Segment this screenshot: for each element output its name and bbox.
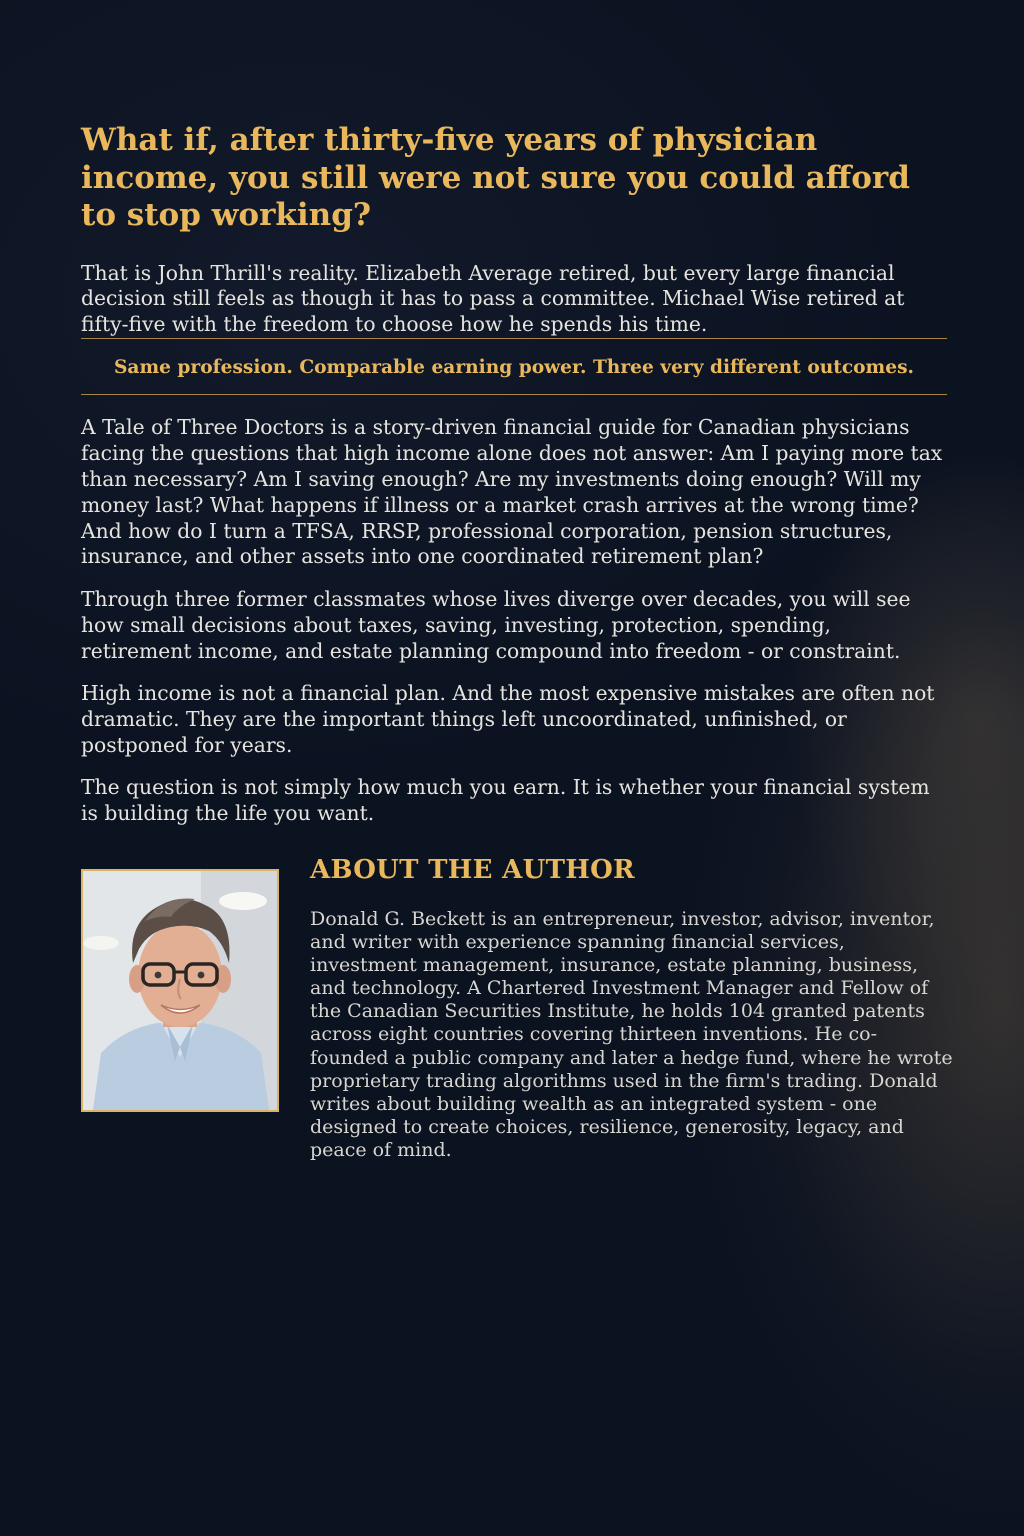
description <box>81 415 947 827</box>
tagline: Same profession. Comparable earning power. Three very different outcomes. <box>113 356 915 378</box>
author-photo <box>81 869 279 1112</box>
description-paragraph: Through three former classmates whose lives diverge over decades, you will see how small decisions about taxes, saving, investing, protection, spending, retirement income, and estate planning compound into freedom - or constraint. <box>81 586 911 663</box>
intro-paragraph: That is John Thrill's reality. Elizabeth Average retired, but every large financial decision still feels as though it has to pass a committee. Michael Wise retired at fifty-five with the freedom to choose how he spends his time. <box>81 260 905 337</box>
description-paragraph: High income is not a financial plan. And the most expensive mistakes are often not dramatic. They are the important things left uncoordinated, unfinished, or postponed for years. <box>81 681 935 757</box>
about-author-heading: ABOUT THE AUTHOR <box>310 854 635 885</box>
about-author-section <box>81 853 953 1183</box>
divider-top <box>81 338 947 339</box>
author-portrait-image <box>83 871 277 1110</box>
description-paragraph: The question is not simply how much you earn. It is whether your financial system is building the life you want. <box>81 775 930 826</box>
headline: What if, after thirty-five years of physician income, you still were not sure you could afford to stop working? <box>81 122 910 233</box>
description-paragraph: A Tale of Three Doctors is a story-driven financial guide for Canadian physicians facing the questions that high income alone does not answer: Am I paying more tax than necessary? Am I saving enough? Are my investments doing enough? Will my money last? What happens if illness or a market crash arrives at the wrong time? And how do I turn a TFSA, RRSP, professional corporation, pension structures, insurance, and other assets into one coordinated retirement plan? <box>81 415 943 569</box>
author-bio: Donald G. Beckett is an entrepreneur, investor, advisor, inventor, and writer with experience spanning financial services, investment management, insurance, estate planning, business, and technology. A Chartered Investment Manager and Fellow of the Canadian Securities Institute, he holds 104 granted patents across eight countries covering thirteen inventions. He co-founded a public company and later a hedge fund, where he wrote proprietary trading algorithms used in the firm's trading. Donald writes about building wealth as an integrated system - one designed to create choices, resilience, generosity, legacy, and peace of mind. <box>310 907 953 1161</box>
divider-bottom <box>81 394 947 395</box>
back-cover <box>81 122 953 1183</box>
